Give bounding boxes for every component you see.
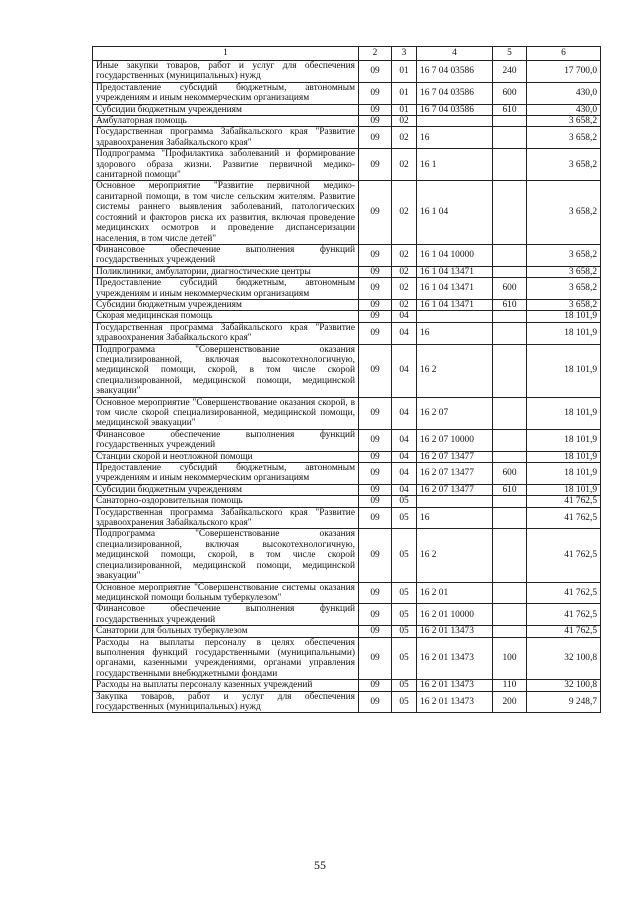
row-expense-type	[493, 266, 527, 277]
row-section: 09	[359, 149, 392, 181]
table-row	[93, 637, 601, 680]
row-amount: 3 658,2	[527, 127, 601, 149]
column-header-2: 2	[359, 47, 392, 61]
table-row	[93, 429, 601, 451]
row-section: 09	[359, 451, 392, 462]
row-expense-type	[493, 451, 527, 462]
table-row	[93, 244, 601, 266]
row-section: 09	[359, 322, 392, 344]
table-row	[93, 484, 601, 495]
table-row	[93, 507, 601, 529]
row-expense-type	[493, 127, 527, 149]
row-expense-type: 240	[493, 61, 527, 83]
row-expense-type	[493, 496, 527, 507]
row-target-code: 16 1 04	[417, 181, 493, 244]
row-amount: 18 101,9	[527, 311, 601, 322]
row-section: 09	[359, 127, 392, 149]
table-row	[93, 104, 601, 115]
row-target-code: 16 2 07 13477	[417, 484, 493, 495]
row-expense-type: 610	[493, 299, 527, 310]
row-subsection: 02	[392, 278, 417, 300]
row-target-code: 16 2 01 13473	[417, 637, 493, 680]
table-row	[93, 181, 601, 244]
row-section: 09	[359, 484, 392, 495]
row-amount: 3 658,2	[527, 244, 601, 266]
row-expense-type: 610	[493, 484, 527, 495]
row-section: 09	[359, 680, 392, 691]
row-subsection: 02	[392, 181, 417, 244]
row-description: Станции скорой и неотложной помощи	[93, 451, 359, 462]
row-amount: 41 762,5	[527, 582, 601, 604]
row-target-code: 16 2	[417, 529, 493, 582]
row-amount: 18 101,9	[527, 397, 601, 429]
row-section: 09	[359, 116, 392, 127]
row-subsection: 04	[392, 484, 417, 495]
row-target-code: 16	[417, 507, 493, 529]
table-row	[93, 344, 601, 397]
row-amount: 32 100,8	[527, 680, 601, 691]
row-description: Расходы на выплаты персоналу в целях обеспечения выполнения функций государственными (муниципальными) органами, казенными учреждениями, органами управления государственными внебюджетными фондами	[93, 637, 359, 680]
row-section: 09	[359, 181, 392, 244]
row-expense-type: 600	[493, 82, 527, 104]
row-subsection: 05	[392, 626, 417, 637]
row-amount: 41 762,5	[527, 626, 601, 637]
row-description: Подпрограмма "Совершенствование оказания специализированной, включая высокотехнологичную, медицинской помощи, скорой, в том числе скорой специализированной, медицинской помощи, медицинской эвакуации"	[93, 529, 359, 582]
row-description: Основное мероприятие "Совершенствование оказания скорой, в том числе скорой специализированной, медицинской помощи, медицинской эвакуации"	[93, 397, 359, 429]
row-expense-type	[493, 181, 527, 244]
column-header-3: 3	[392, 47, 417, 61]
row-subsection: 04	[392, 397, 417, 429]
row-section: 09	[359, 344, 392, 397]
table-row	[93, 149, 601, 181]
row-amount: 3 658,2	[527, 116, 601, 127]
table-row	[93, 496, 601, 507]
row-subsection: 04	[392, 451, 417, 462]
row-section: 09	[359, 691, 392, 713]
row-expense-type	[493, 626, 527, 637]
row-amount: 32 100,8	[527, 637, 601, 680]
row-amount: 18 101,9	[527, 463, 601, 485]
row-description: Финансовое обеспечение выполнения функций государственных учреждений	[93, 244, 359, 266]
row-description: Государственная программа Забайкальского края "Развитие здравоохранения Забайкальского края"	[93, 322, 359, 344]
row-target-code: 16 1 04 10000	[417, 244, 493, 266]
row-subsection: 01	[392, 82, 417, 104]
row-subsection: 04	[392, 322, 417, 344]
row-target-code: 16 7 04 03586	[417, 104, 493, 115]
row-subsection: 05	[392, 582, 417, 604]
row-target-code: 16 2 07 10000	[417, 429, 493, 451]
row-section: 09	[359, 82, 392, 104]
row-section: 09	[359, 529, 392, 582]
row-section: 09	[359, 278, 392, 300]
row-description: Предоставление субсидий бюджетным, автономным учреждениям и иным некоммерческим организациям	[93, 82, 359, 104]
row-expense-type: 600	[493, 278, 527, 300]
row-amount: 18 101,9	[527, 484, 601, 495]
table-row	[93, 604, 601, 626]
row-target-code	[417, 311, 493, 322]
row-description: Субсидии бюджетным учреждениям	[93, 104, 359, 115]
row-subsection: 02	[392, 266, 417, 277]
row-expense-type: 100	[493, 637, 527, 680]
row-description: Финансовое обеспечение выполнения функций государственных учреждений	[93, 604, 359, 626]
row-target-code: 16 1 04 13471	[417, 266, 493, 277]
row-amount: 430,0	[527, 104, 601, 115]
row-target-code: 16	[417, 127, 493, 149]
row-description: Предоставление субсидий бюджетным, автономным учреждениям и иным некоммерческим организациям	[93, 463, 359, 485]
row-subsection: 02	[392, 244, 417, 266]
table-row	[93, 322, 601, 344]
row-expense-type: 110	[493, 680, 527, 691]
row-subsection: 05	[392, 604, 417, 626]
row-expense-type	[493, 311, 527, 322]
row-amount: 430,0	[527, 82, 601, 104]
row-description: Амбулаторная помощь	[93, 116, 359, 127]
row-target-code: 16 1 04 13471	[417, 278, 493, 300]
row-section: 09	[359, 429, 392, 451]
row-section: 09	[359, 244, 392, 266]
row-description: Расходы на выплаты персоналу казенных учреждений	[93, 680, 359, 691]
row-expense-type	[493, 529, 527, 582]
row-amount: 41 762,5	[527, 496, 601, 507]
budget-table	[92, 46, 601, 713]
table-row	[93, 82, 601, 104]
column-header-5: 5	[493, 47, 527, 61]
row-subsection: 05	[392, 691, 417, 713]
row-target-code: 16 2 01 13473	[417, 626, 493, 637]
row-target-code	[417, 116, 493, 127]
row-amount: 18 101,9	[527, 344, 601, 397]
row-description: Санатории для больных туберкулезом	[93, 626, 359, 637]
row-description: Закупка товаров, работ и услуг для обеспечения государственных (муниципальных) нужд	[93, 691, 359, 713]
row-section: 09	[359, 626, 392, 637]
page-number: 55	[314, 858, 326, 872]
table-row	[93, 691, 601, 713]
row-target-code: 16	[417, 322, 493, 344]
row-amount: 41 762,5	[527, 507, 601, 529]
table-row	[93, 451, 601, 462]
row-description: Субсидии бюджетным учреждениям	[93, 484, 359, 495]
row-expense-type	[493, 116, 527, 127]
row-description: Санаторно-оздоровительная помощь	[93, 496, 359, 507]
row-target-code	[417, 496, 493, 507]
row-expense-type	[493, 604, 527, 626]
table-row	[93, 127, 601, 149]
row-description: Поликлиники, амбулатории, диагностические центры	[93, 266, 359, 277]
row-description: Финансовое обеспечение выполнения функций государственных учреждений	[93, 429, 359, 451]
row-subsection: 05	[392, 529, 417, 582]
row-description: Государственная программа Забайкальского края "Развитие здравоохранения Забайкальского края"	[93, 127, 359, 149]
row-subsection: 02	[392, 116, 417, 127]
row-description: Скорая медицинская помощь	[93, 311, 359, 322]
row-amount: 3 658,2	[527, 299, 601, 310]
row-section: 09	[359, 104, 392, 115]
row-target-code: 16 1 04 13471	[417, 299, 493, 310]
row-target-code: 16 1	[417, 149, 493, 181]
row-subsection: 04	[392, 344, 417, 397]
row-section: 09	[359, 397, 392, 429]
row-expense-type: 600	[493, 463, 527, 485]
table-row	[93, 529, 601, 582]
table-row	[93, 61, 601, 83]
row-subsection: 04	[392, 429, 417, 451]
row-description: Предоставление субсидий бюджетным, автономным учреждениям и иным некоммерческим организациям	[93, 278, 359, 300]
row-amount: 18 101,9	[527, 322, 601, 344]
table-row	[93, 266, 601, 277]
table-row	[93, 582, 601, 604]
row-description: Субсидии бюджетным учреждениям	[93, 299, 359, 310]
row-amount: 18 101,9	[527, 451, 601, 462]
row-target-code: 16 2 07 13477	[417, 451, 493, 462]
row-expense-type	[493, 429, 527, 451]
row-expense-type	[493, 244, 527, 266]
row-subsection: 01	[392, 61, 417, 83]
row-target-code: 16 7 04 03586	[417, 61, 493, 83]
row-section: 09	[359, 266, 392, 277]
row-description: Основное мероприятие "Развитие первичной медико-санитарной помощи, в том числе сельским жителям. Развитие системы раннего выявления заболеваний, патологических состояний и факторов риска их развития, включая проведение медицинских осмотров и проведение диспансеризации населения, в том числе детей"	[93, 181, 359, 244]
table-row	[93, 116, 601, 127]
row-amount: 3 658,2	[527, 278, 601, 300]
row-expense-type: 200	[493, 691, 527, 713]
table-row	[93, 311, 601, 322]
row-section: 09	[359, 637, 392, 680]
row-section: 09	[359, 604, 392, 626]
row-amount: 17 700,0	[527, 61, 601, 83]
row-subsection: 04	[392, 311, 417, 322]
row-subsection: 01	[392, 104, 417, 115]
row-description: Подпрограмма "Профилактика заболеваний и формирование здорового образа жизни. Развитие первичной медико-санитарной помощи"	[93, 149, 359, 181]
row-expense-type	[493, 344, 527, 397]
row-section: 09	[359, 496, 392, 507]
table-body	[93, 61, 601, 713]
row-amount: 41 762,5	[527, 529, 601, 582]
table-row	[93, 680, 601, 691]
row-section: 09	[359, 299, 392, 310]
row-amount: 3 658,2	[527, 266, 601, 277]
row-description: Иные закупки товаров, работ и услуг для обеспечения государственных (муниципальных) нужд	[93, 61, 359, 83]
row-target-code: 16 2 01 13473	[417, 691, 493, 713]
row-subsection: 02	[392, 299, 417, 310]
row-expense-type: 610	[493, 104, 527, 115]
row-section: 09	[359, 311, 392, 322]
table-row	[93, 397, 601, 429]
row-amount: 3 658,2	[527, 149, 601, 181]
row-expense-type	[493, 397, 527, 429]
row-description: Государственная программа Забайкальского края "Развитие здравоохранения Забайкальского края"	[93, 507, 359, 529]
row-amount: 3 658,2	[527, 181, 601, 244]
row-amount: 18 101,9	[527, 429, 601, 451]
row-description: Подпрограмма "Совершенствование оказания специализированной, включая высокотехнологичную, медицинской помощи, скорой, в том числе скорой специализированной, медицинской помощи, медицинской эвакуации"	[93, 344, 359, 397]
row-subsection: 04	[392, 463, 417, 485]
row-section: 09	[359, 463, 392, 485]
row-section: 09	[359, 507, 392, 529]
row-subsection: 05	[392, 680, 417, 691]
row-expense-type	[493, 322, 527, 344]
row-target-code: 16 2 01	[417, 582, 493, 604]
column-header-1: 1	[93, 47, 359, 61]
table-header-row	[93, 47, 601, 61]
table-row	[93, 299, 601, 310]
row-expense-type	[493, 149, 527, 181]
row-target-code: 16 2 07 13477	[417, 463, 493, 485]
row-target-code: 16 2 01 13473	[417, 680, 493, 691]
table-row	[93, 278, 601, 300]
row-description: Основное мероприятие "Совершенствование системы оказания медицинской помощи больным туберкулезом"	[93, 582, 359, 604]
row-amount: 9 248,7	[527, 691, 601, 713]
row-subsection: 05	[392, 496, 417, 507]
table-row	[93, 463, 601, 485]
column-header-6: 6	[527, 47, 601, 61]
row-section: 09	[359, 61, 392, 83]
row-amount: 41 762,5	[527, 604, 601, 626]
row-target-code: 16 2 01 10000	[417, 604, 493, 626]
row-subsection: 05	[392, 507, 417, 529]
table-row	[93, 626, 601, 637]
row-subsection: 02	[392, 149, 417, 181]
row-target-code: 16 7 04 03586	[417, 82, 493, 104]
row-section: 09	[359, 582, 392, 604]
row-expense-type	[493, 582, 527, 604]
row-target-code: 16 2 07	[417, 397, 493, 429]
row-target-code: 16 2	[417, 344, 493, 397]
row-expense-type	[493, 507, 527, 529]
column-header-4: 4	[417, 47, 493, 61]
row-subsection: 02	[392, 127, 417, 149]
row-subsection: 05	[392, 637, 417, 680]
